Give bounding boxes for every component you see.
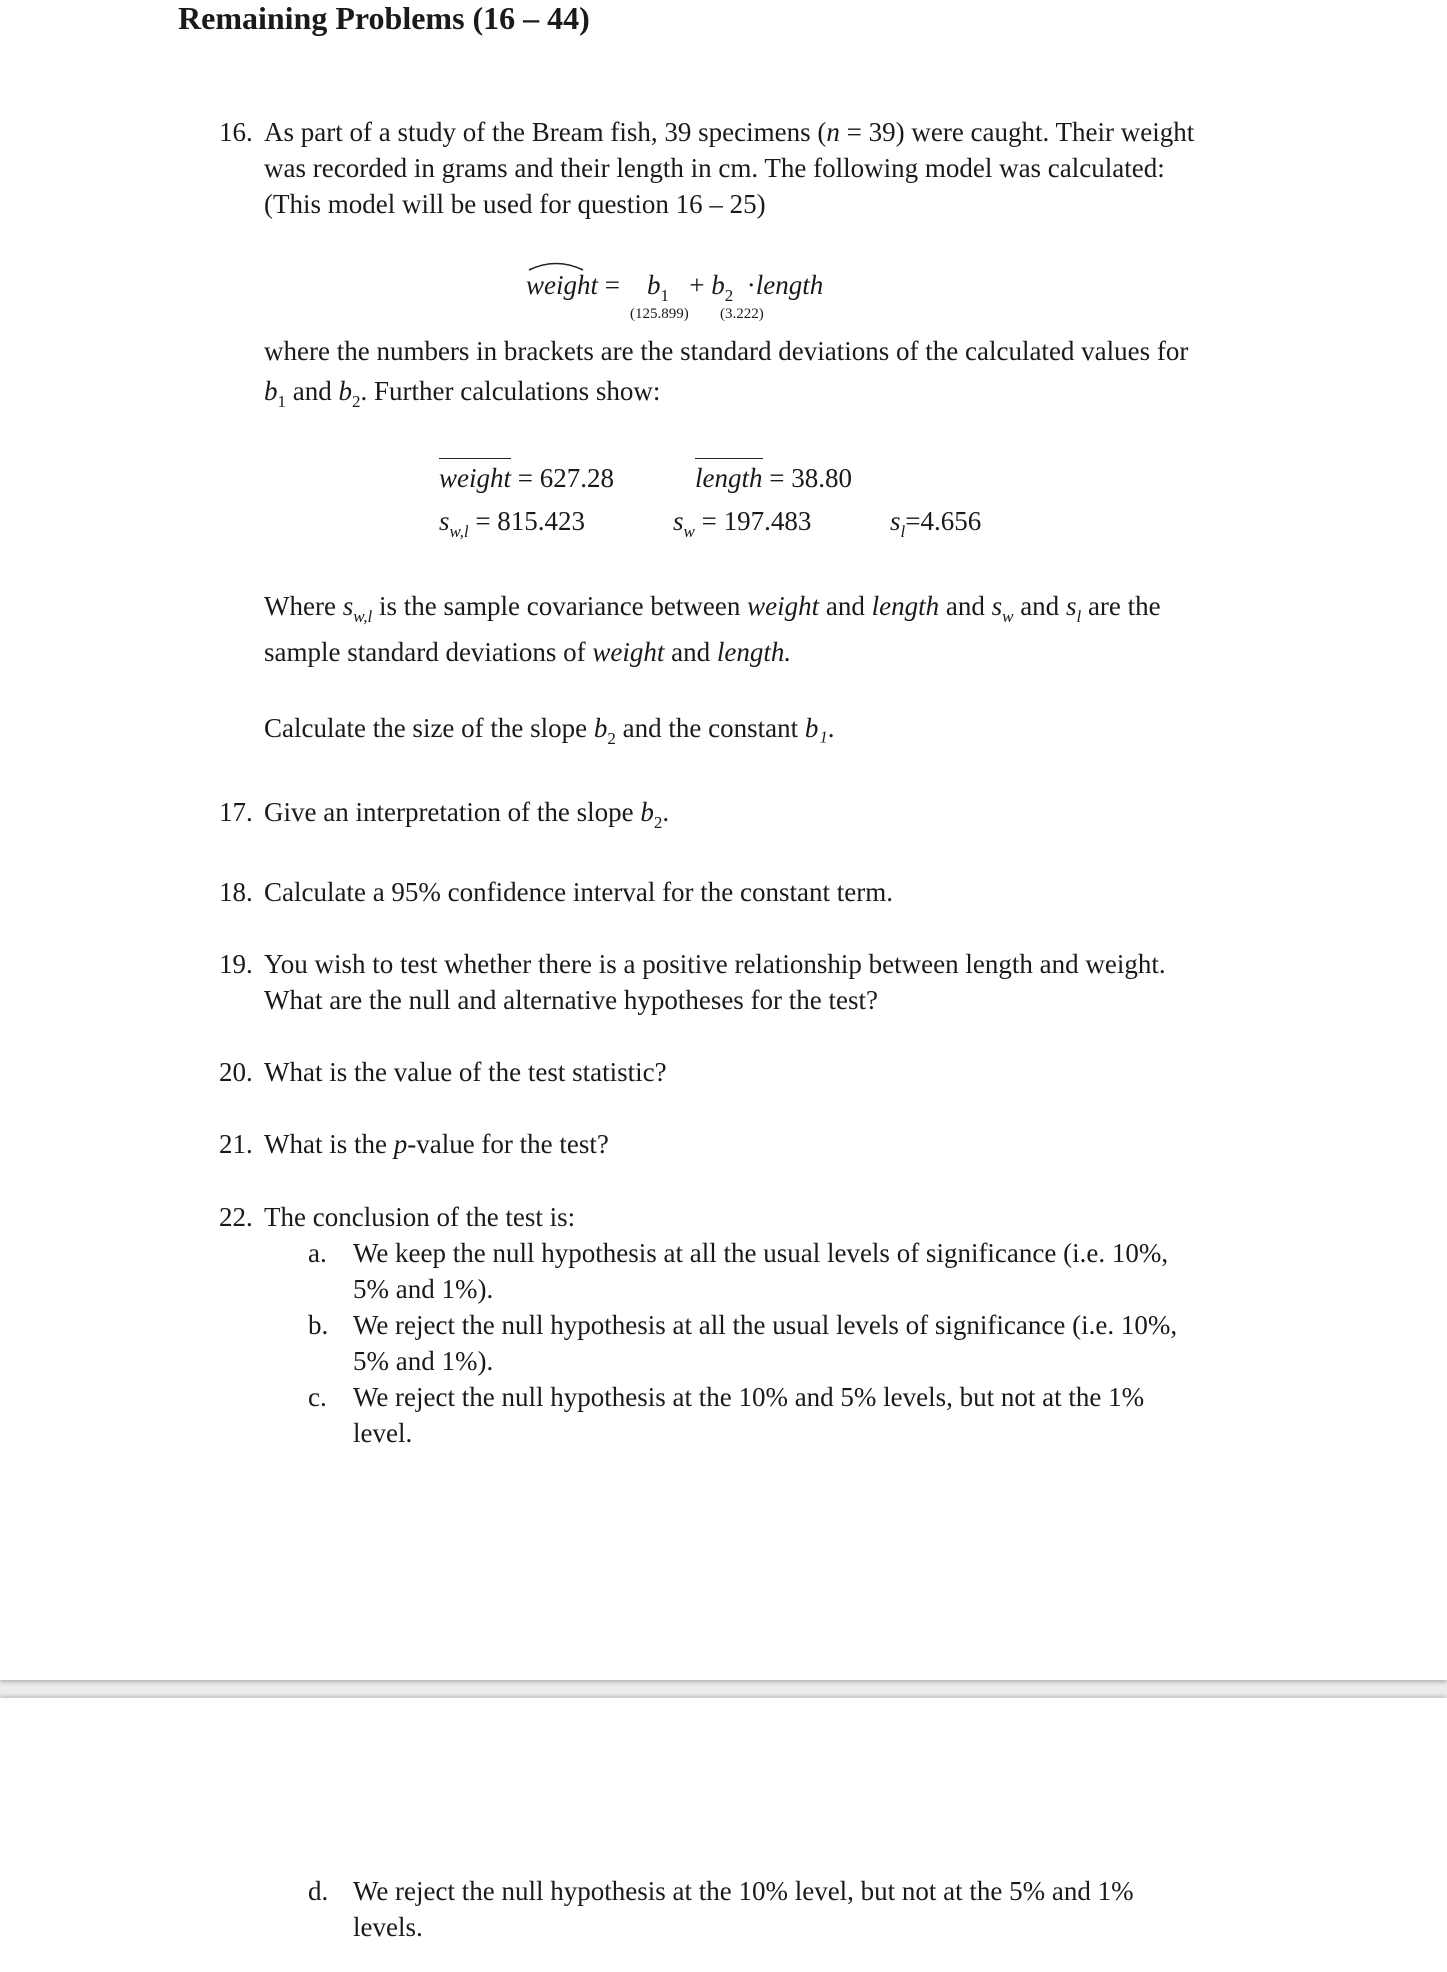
q22-option-c-letter: c. bbox=[308, 1382, 327, 1412]
q16-where-line-2: $b_1$ and $b_2$. Further calculations show: bbox=[264, 376, 661, 411]
q16-line-1: As part of a study of the Bream fish, 39 specimens (n = 39) were caught. Their weight bbox=[264, 117, 1195, 147]
q16-line-3: (This model will be used for question 16 – 25) bbox=[264, 189, 766, 219]
q19-line-1: You wish to test whether there is a positive relationship between length and weight. bbox=[264, 949, 1166, 979]
q16-calculate: Calculate the size of the slope $b_2$ and the constant b₁. bbox=[264, 713, 835, 748]
weight-hat: weight bbox=[526, 267, 598, 303]
q18-text: Calculate a 95% confidence interval for the constant term. bbox=[264, 877, 893, 907]
q18-number: 18. bbox=[219, 877, 253, 907]
q16-where-line-4: sample standard deviations of weight and length. bbox=[264, 637, 792, 667]
q22-number: 22. bbox=[219, 1202, 253, 1232]
q16-number: 16. bbox=[219, 117, 253, 147]
q19-number: 19. bbox=[219, 949, 253, 979]
hat-accent-icon bbox=[528, 259, 584, 271]
q19-line-2: What are the null and alternative hypotheses for the test? bbox=[264, 985, 879, 1015]
cov-weight-length: $s_{w,l} = 815.423$ bbox=[439, 506, 586, 541]
q16-where-line-3: Where $s_{w,l}$ is the sample covariance between weight and length and $s_w$ and $s_l$ are the bbox=[264, 591, 1161, 626]
q17-number: 17. bbox=[219, 797, 253, 827]
document-page-2 bbox=[0, 1698, 1447, 1972]
q22-option-c-line-2: level. bbox=[353, 1418, 413, 1448]
page-heading: Remaining Problems (16 – 44) bbox=[178, 0, 590, 36]
q22-option-a-line-2: 5% and 1%). bbox=[353, 1274, 494, 1304]
q16-line-2: was recorded in grams and their length in cm. The following model was calculated: bbox=[264, 153, 1165, 183]
q20-text: What is the value of the test statistic? bbox=[264, 1057, 667, 1087]
weight-mean: weight = 627.28 bbox=[439, 460, 614, 496]
q22-option-d-line-2: levels. bbox=[353, 1912, 423, 1942]
q22-option-d-letter: d. bbox=[308, 1876, 329, 1906]
regression-model: weight = $b_1 + b_2$ ·length bbox=[526, 267, 823, 307]
q22-option-d-line-1: We reject the null hypothesis at the 10% level, but not at the 5% and 1% bbox=[353, 1876, 1134, 1906]
sd-length: $s_l=4.656$ bbox=[890, 506, 982, 541]
q22-option-c-line-1: We reject the null hypothesis at the 10% and 5% levels, but not at the 1% bbox=[353, 1382, 1145, 1412]
q21-number: 21. bbox=[219, 1129, 253, 1159]
q22-option-a-letter: a. bbox=[308, 1238, 327, 1268]
q22-option-a-line-1: We keep the null hypothesis at all the usual levels of significance (i.e. 10%, bbox=[353, 1238, 1169, 1268]
se-b1: (125.899) bbox=[630, 306, 689, 322]
q17-text: Give an interpretation of the slope $b_2$. bbox=[264, 797, 670, 832]
q16-where-line-1: where the numbers in brackets are the standard deviations of the calculated values for bbox=[264, 336, 1189, 366]
q22-text: The conclusion of the test is: bbox=[264, 1202, 576, 1232]
length-mean: length = 38.80 bbox=[695, 460, 852, 496]
q22-option-b-letter: b. bbox=[308, 1310, 329, 1340]
q22-option-b-line-1: We reject the null hypothesis at all the usual levels of significance (i.e. 10%, bbox=[353, 1310, 1178, 1340]
q21-text: What is the p-value for the test? bbox=[264, 1129, 609, 1159]
q22-option-b-line-2: 5% and 1%). bbox=[353, 1346, 494, 1376]
se-b2: (3.222) bbox=[720, 306, 764, 322]
sd-weight: $s_w = 197.483$ bbox=[673, 506, 812, 541]
q20-number: 20. bbox=[219, 1057, 253, 1087]
